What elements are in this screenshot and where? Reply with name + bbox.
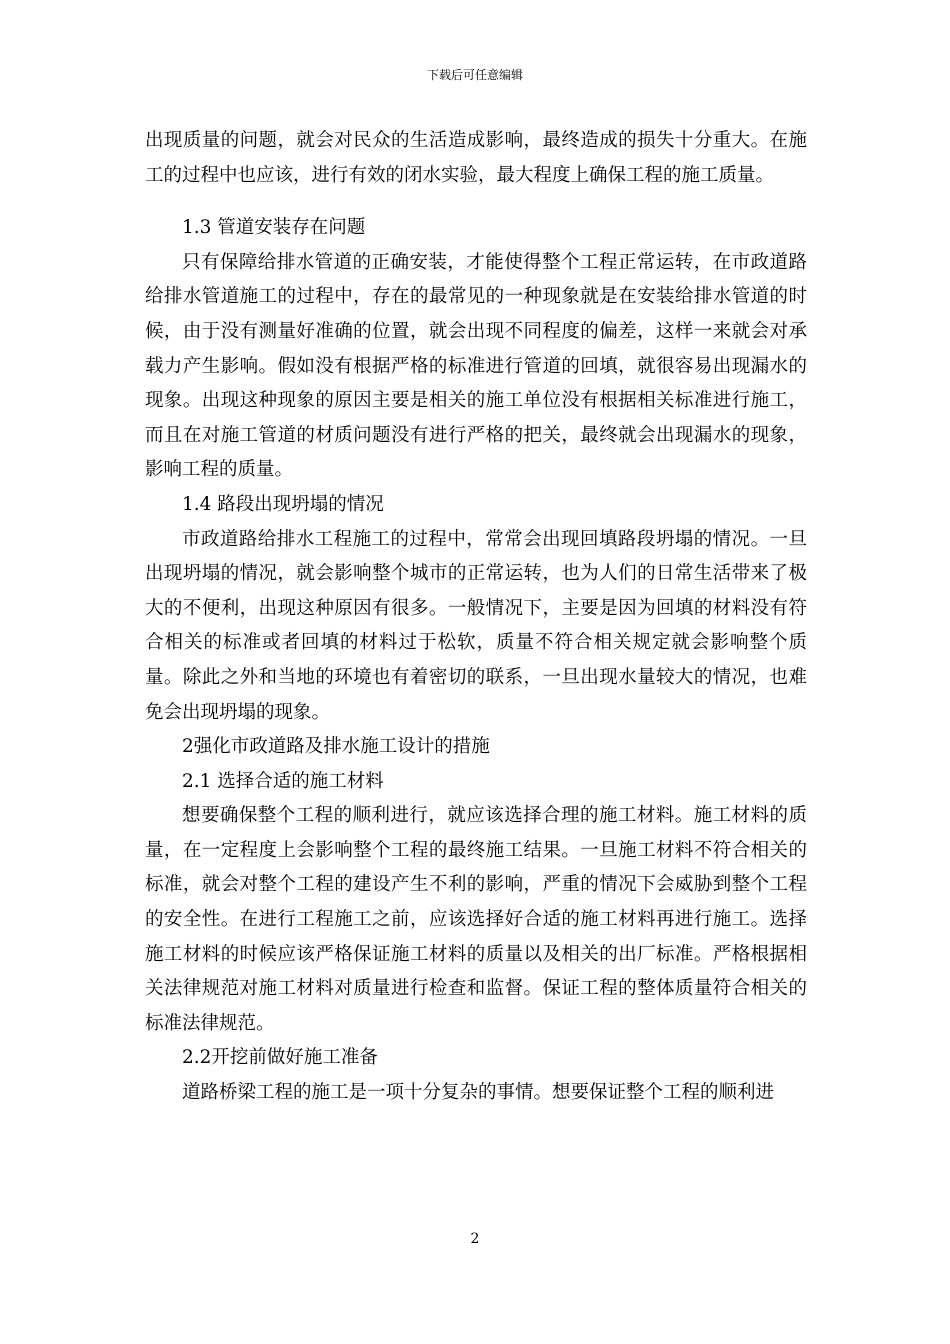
page-header: 下载后可任意编辑 xyxy=(426,68,523,82)
body-paragraph: 道路桥梁工程的施工是一项十分复杂的事情。想要保证整个工程的顺利进 xyxy=(182,1082,775,1104)
body-paragraph: 出现质量的问题，就会对民众的生活造成影响，最终造成的损失十分重大。在施工的过程中也应该，进行有效的闭水实验，最大程度上确保工程的施工质量。 xyxy=(145,130,807,186)
section-heading: 2.1 选择合适的施工材料 xyxy=(182,770,384,792)
chapter-heading: 2强化市政道路及排水施工设计的措施 xyxy=(182,736,490,758)
body-paragraph: 想要确保整个工程的顺利进行，就应该选择合理的施工材料。施工材料的质量，在一定程度上会影响整个工程的最终施工结果。一旦施工材料不符合相关的标准，就会对整个工程的建设产生不利的影响，严重的情况下会威胁到整个工程的安全性。在进行工程施工之前，应该选择好合适的施工材料再进行施工。选择施工材料的时候应该严格保证施工材料的质量以及相关的出厂标准。严格根据相关法律规范对施工材料对质量进行检查和监督。保证工程的整体质量符合相关的标准法律规范。 xyxy=(145,805,807,1034)
paragraph-spacer xyxy=(145,193,807,211)
body-paragraph: 市政道路给排水工程施工的过程中，常常会出现回填路段坍塌的情况。一旦出现坍塌的情况，就会影响整个城市的正常运转，也为人们的日常生活带来了极大的不便利，出现这种原因有很多。一般情况下，主要是因为回填的材料没有符合相关的标准或者回填的材料过于松软，质量不符合相关规定就会影响整个质量。除此之外和当地的环境也有着密切的联系，一旦出现水量较大的情况，也难免会出现坍塌的现象。 xyxy=(145,528,807,723)
section-heading: 1.3 管道安装存在问题 xyxy=(182,217,366,239)
section-heading: 2.2开挖前做好施工准备 xyxy=(182,1047,378,1069)
document-body xyxy=(145,124,807,1111)
page-number: 2 xyxy=(470,1231,480,1247)
body-paragraph: 只有保障给排水管道的正确安装，才能使得整个工程正常运转，在市政道路给排水管道施工的过程中，存在的最常见的一种现象就是在安装给排水管道的时候，由于没有测量好准确的位置，就会出现不同程度的偏差，这样一来就会对承载力产生影响。假如没有根据严格的标准进行管道的回填，就很容易出现漏水的现象。出现这种现象的原因主要是相关的施工单位没有根据相关标准进行施工，而且在对施工管道的材质问题没有进行严格的把关，最终就会出现漏水的现象，影响工程的质量。 xyxy=(145,251,807,481)
section-heading: 1.4 路段出现坍塌的情况 xyxy=(182,493,384,515)
